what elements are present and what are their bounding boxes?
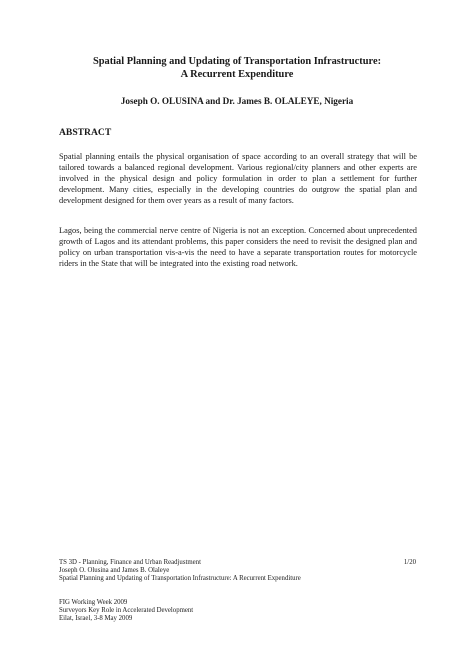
footer-title: Spatial Planning and Updating of Transportation Infrastructure: A Recurrent Expenditure — [59, 575, 301, 583]
abstract-paragraph-1: Spatial planning entails the physical organisation of space according to an overall strategy that will be tailored towards a balanced regional development. Various regional/city planners and other experts are involved in the physical design and policy formulation in order to plan a settlement for further development. Many cities, especially in the developing countries do outgrow the spatial plan and development designed for them over years as a result of many factors. — [59, 152, 417, 205]
footer-authors: Joseph O. Olusina and James B. Olaleye — [59, 567, 170, 575]
footer-event-name: FIG Working Week 2009 — [59, 599, 128, 606]
footer-citation — [59, 559, 417, 584]
abstract-heading: ABSTRACT — [59, 127, 112, 138]
paper-title — [40, 55, 434, 81]
footer-event-location: Eilat, Israel, 3-8 May 2009 — [59, 615, 133, 623]
paper-title-line-2: A Recurrent Expenditure — [180, 69, 294, 80]
paper-authors: Joseph O. OLUSINA and Dr. James B. OLALEYE, Nigeria — [120, 96, 354, 106]
footer-session: TS 3D - Planning, Finance and Urban Readjustment — [59, 559, 201, 566]
page-number: 1/20 — [403, 559, 416, 566]
paper-title-line-1: Spatial Planning and Updating of Transportation Infrastructure: — [92, 56, 382, 67]
footer-event — [59, 599, 417, 624]
abstract-paragraph-2: Lagos, being the commercial nerve centre of Nigeria is not an exception. Concerned about unprecedented growth of Lagos and its attendant problems, this paper considers the need to revisit the designed plan and policy on urban transportation vis-a-vis the need to have a separate transportation routes for motorcycle riders in the State that will be integrated into the existing road network. — [59, 226, 417, 268]
footer-event-theme: Surveyors Key Role in Accelerated Development — [59, 607, 194, 615]
